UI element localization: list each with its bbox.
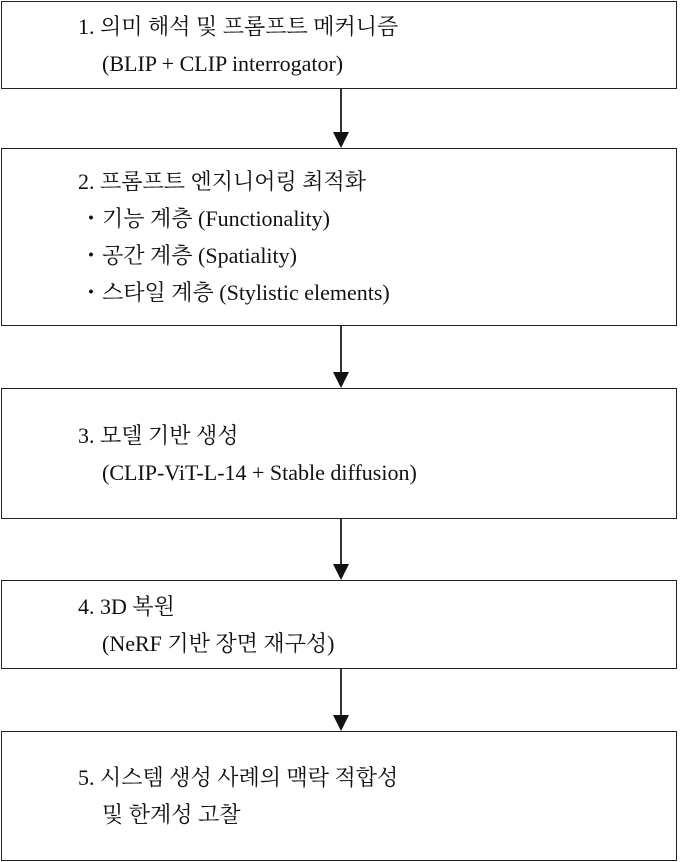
step-3-detail: (CLIP-ViT-L-14 + Stable diffusion) — [102, 459, 417, 485]
step-4-box — [1, 580, 677, 669]
step-5-title: 5. 시스템 생성 사례의 맥락 적합성 — [78, 765, 399, 790]
step-5-box — [1, 731, 677, 861]
step-2-bullet: ・스타일 계층 (Stylistic elements) — [80, 280, 390, 305]
arrow-down-icon — [333, 326, 349, 388]
arrow-down-icon — [333, 519, 349, 580]
step-2-box — [1, 148, 677, 326]
step-1-title: 1. 의미 해석 및 프롬프트 메커니즘 — [78, 14, 399, 39]
step-2-bullet: ・기능 계층 (Functionality) — [80, 206, 330, 231]
step-4-title: 4. 3D 복원 — [78, 593, 175, 619]
step-5-detail: 및 한계성 고찰 — [102, 802, 241, 827]
step-1-box — [1, 1, 677, 89]
arrow-down-icon — [333, 669, 349, 731]
step-3-box — [1, 388, 677, 519]
arrow-down-icon — [333, 89, 349, 148]
step-2-bullet: ・공간 계층 (Spatiality) — [80, 243, 297, 268]
step-1-detail: (BLIP + CLIP interrogator) — [102, 51, 344, 76]
step-4-detail: (NeRF 기반 장면 재구성) — [102, 630, 335, 656]
step-2-title: 2. 프롬프트 엔지니어링 최적화 — [78, 169, 367, 194]
step-3-title: 3. 모델 기반 생성 — [78, 422, 239, 448]
